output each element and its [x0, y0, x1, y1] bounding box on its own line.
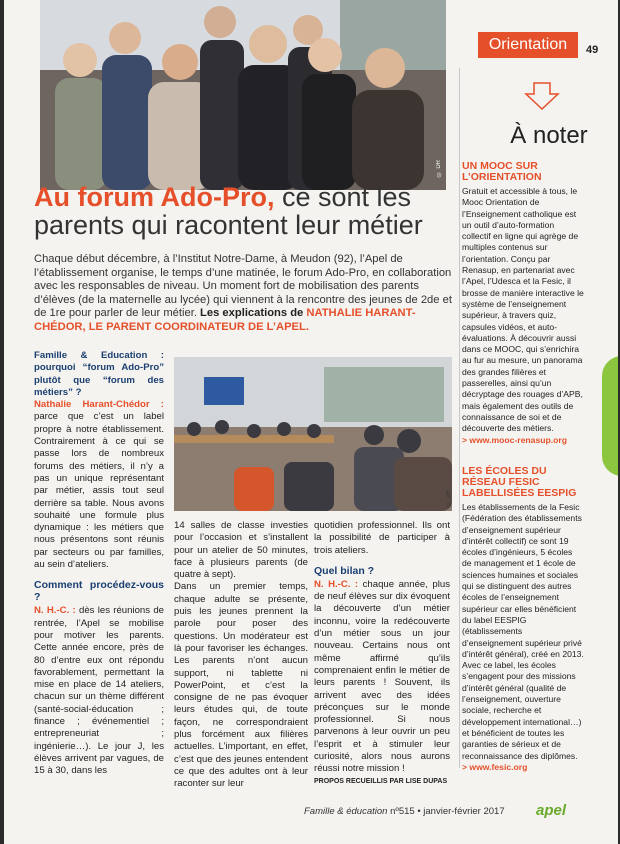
sidebar-block2-text: Les établissements de la Fesic (Fédération des établissements d’enseignement supérieur d’intérêt collectif) ce sont 19 écoles d’ingénieurs, 5 écoles de management et 1 école de sciences humaines et sociales qui se distinguent des autres écoles de l’enseignement supérieur car elles bénéficient du label EESPIG (établissements d’enseignement supérieur privé d’intérêt général), créé en 2013. Avec ce label, les écoles s’engagent pour des missions d’intérêt général (qualité de l’enseignement, ouverture sociale, recherche et développement international…) et bénéficient de toutes les garanties de sérieux et de reconnaissance des diplômes.: [462, 502, 584, 761]
question-1: pourquoi “forum Ado-Pro” plutôt que “forum des métiers” ?: [34, 362, 164, 398]
question-intro: Famille & Education :: [34, 350, 164, 361]
subheading-comment: Comment procédez-vous ?: [34, 579, 164, 604]
apel-logo: apel: [536, 802, 567, 819]
article-column-1: [34, 350, 164, 778]
headline-rest: ce sont les parents qui racontent leur métier: [34, 182, 423, 240]
sidebar-block1-title: UN MOOC SUR L’ORIENTATION: [462, 160, 542, 183]
green-page-tab: [602, 356, 618, 476]
section-tag: Orientation: [478, 32, 578, 58]
article-column-2: [174, 520, 308, 791]
mooc-link[interactable]: > www.mooc-renasup.org: [462, 434, 567, 445]
group-photo: [40, 0, 446, 190]
issue-info: nº515 • janvier-février 2017: [387, 806, 505, 817]
answer-1: parce que c’est un label propre à notre établissement. Contrairement à ce qui se passe lors de nombreux forums des métiers, il n’y a pas un unique représentant par métier, assis tout seul derrière sa table. Nous avons souhaité une formule plus dynamique : les métiers que nous présentons sont réunis par secteurs ou par familles, au sein d’ateliers.: [34, 411, 164, 571]
lede-strong: Les explications de: [196, 307, 304, 320]
lede-author: NATHALIE HARANT-CHÉDOR, LE PARENT COORDINATEUR DE L’APEL.: [34, 307, 416, 333]
article-lede: [34, 253, 454, 335]
article-column-3: [314, 520, 450, 788]
magazine-page: [4, 0, 618, 844]
speaker-initials: N. H.-C. :: [34, 605, 76, 617]
magazine-name: Famille & éducation: [304, 806, 388, 817]
sidebar-block1-text: Gratuit et accessible à tous, le Mooc Orientation de l’Enseignement catholique est un outil d’auto-formation collectif en ligne qui agrège de multiples contenus sur l’orientation. Conçu par Renasup, en partenariat avec l’Apel, l’Udesca et la Fesic, il brosse de manière interactive le système de l’enseignement supérieur, à travers quiz, capsules vidéos, et auto-évaluations. À découvrir aussi dans ce MOOC, qui s’enrichira au fur au mesure, un panorama des grandes filières et passerelles, ainsi qu’un décryptage des rouages d’APB, mais également des outils de connaissance de soi et de découverte des métiers.: [462, 186, 584, 434]
column-divider: [459, 68, 460, 768]
lede-text: Chaque début décembre, à l’Institut Notre-Dame, à Meudon (92), l’Apel de l’établissement organise, le temps d’une matinée, le forum Ado-Pro, en collaboration avec les responsables de niveau. Un moment fort de mobilisation des parents d’élèves (de la maternelle au lycée) qui viennent à la rencontre des jeunes de 2de et de 1re pour parler de leur métier.: [34, 253, 452, 320]
page-footer: [304, 806, 505, 817]
fesic-link[interactable]: > www.fesic.org: [462, 761, 528, 772]
headline-highlight: Au forum Ado-Pro,: [34, 182, 275, 212]
article-headline: [34, 183, 454, 239]
speaker-name: Nathalie Harant-Chédor :: [34, 399, 164, 411]
sidebar-block2-title: LES ÉCOLES DU RÉSEAU FESIC LABELLISÉES EESPIG: [462, 465, 577, 499]
answer-3: chaque année, plus de neuf élèves sur dix évoquent la découverte d’un métier inconnu, voire la redécouverte d’un métier sous un jour nouveau. Certains nous ont même affirmé qu’ils comprenaient enfin le métier de leurs parents ! Souvent, ils arrivent avec des idées préconçues sur le monde professionnel. Si nous parvenons à leur ouvrir un peu l’esprit et à stimuler leur curiosité, alors nous aurons réussi notre mission !: [314, 578, 450, 775]
page-number: 49: [586, 44, 599, 56]
answer-2: dès les réunions de rentrée, l’Apel se mobilise pour motiver les parents. Cette année encore, près de 80 d’entre eux ont répondu favorablement, permettant la mise en place de 14 ateliers, chacun sur un thème différent (santé-social-éducation ; finance ; événementiel ; entrepreneuriat ; ingénierie…). Le jour J, les élèves arrivent par vagues, de 15 à 30, dans les: [34, 605, 164, 777]
col3-para-1: quotidien professionnel. Ils ont la possibilité de participer à trois ateliers.: [314, 520, 450, 556]
byline: PROPOS RECUEILLIS PAR LISE DUPAS: [314, 777, 448, 785]
col2-para-2: Dans un premier temps, chaque adulte se présente, puis les jeunes prennent la parole pour poser des questions. Un modérateur est là pour favoriser les échanges. Les parents n’ont aucun support, ni tablette ni PowerPoint, et c’est la consigne de ne pas évoquer leurs études qui, de toute façon, ne correspondraient plus forcément aux filières actuelles. L’important, en effet, c’est que des jeunes entendent ce que des adultes ont à leur raconter sur leur: [174, 581, 308, 790]
col2-para-1: 14 salles de classe investies pour l’occasion et s’installent pour un atelier de 50 minutes, face à plusieurs parents (de quatre à sept).: [174, 520, 308, 581]
sidebar-title: À noter: [510, 122, 588, 149]
sidebar-mooc: [462, 161, 584, 446]
photo-credit: © DR: [436, 160, 442, 177]
speaker-initials-2: N. H.-C. :: [314, 578, 359, 590]
down-arrow-icon: [524, 82, 560, 110]
sidebar-fesic: [462, 466, 584, 773]
subheading-bilan: Quel bilan ?: [314, 564, 375, 577]
photo-credit-2: © DR: [446, 490, 452, 507]
workshop-photo: [174, 357, 452, 511]
